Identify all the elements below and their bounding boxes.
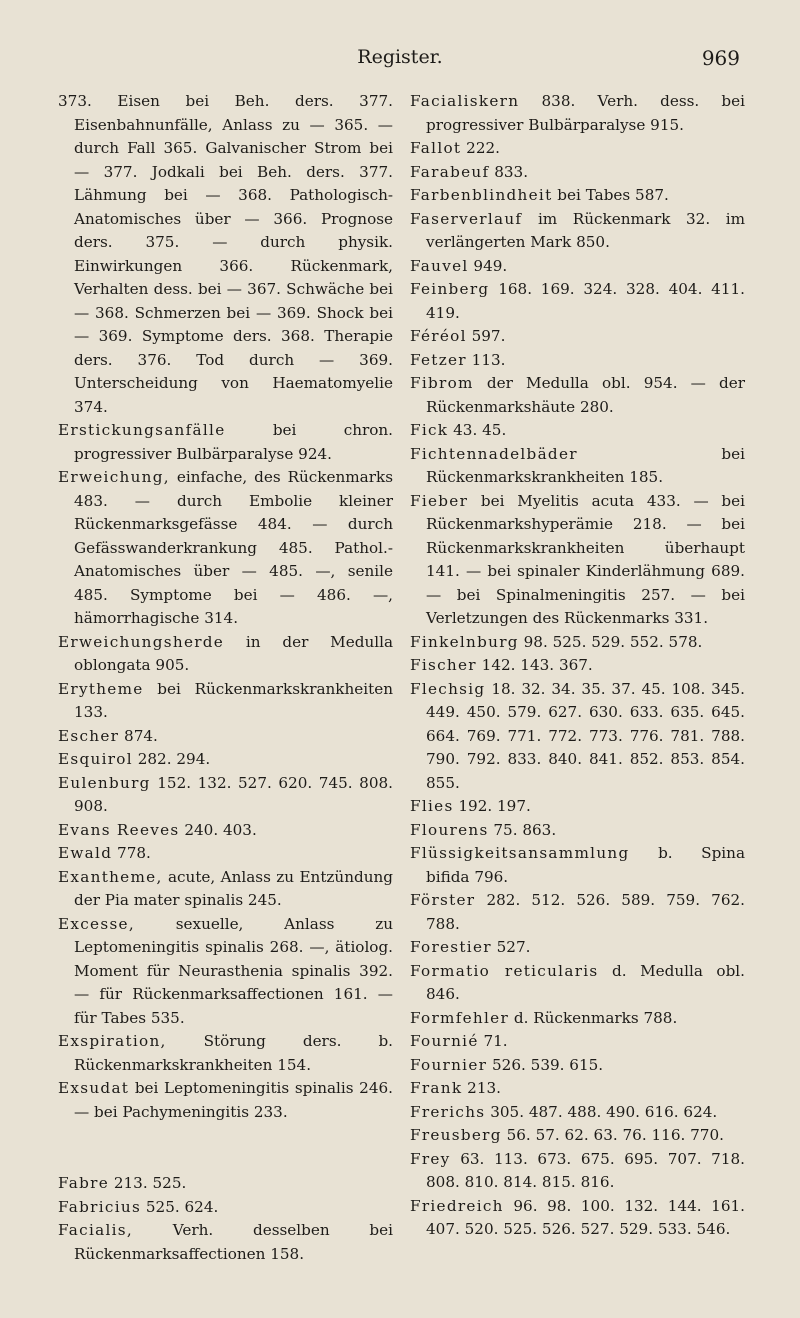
index-entry-text: 213. [462, 1079, 501, 1097]
index-entry [410, 349, 745, 373]
index-entry-text: b. Spina bifida 796. [426, 844, 745, 886]
index-entry-heading: Escher [58, 726, 120, 745]
index-entry [410, 889, 745, 936]
index-entry [58, 631, 393, 678]
index-entry-heading: Freusberg [410, 1126, 502, 1144]
index-entry-text: acute, Anlass zu Entzündung der Pia mater spinalis 245. [74, 867, 393, 909]
index-entry-text: d. Medulla obl. 846. [426, 961, 745, 1003]
index-entry-text: 168. 169. 324. 328. 404. 411. 419. [426, 280, 745, 322]
index-entry-heading: Erweichung, [58, 468, 170, 486]
page-number: 969 [701, 46, 740, 70]
index-entry-text: 75. 863. [488, 820, 557, 839]
index-entry [58, 772, 393, 819]
index-entry-heading: Eulenburg [58, 773, 151, 792]
index-entry-heading: Friedreich [410, 1196, 504, 1215]
index-entry-heading: Formfehler [410, 1008, 510, 1027]
index-entry-text: 43. 45. [448, 421, 507, 439]
index-entry-text: 113. [466, 350, 506, 369]
section-gap [58, 1124, 393, 1172]
index-entry-heading: Fieber [410, 491, 469, 510]
index-entry-text: in der Medulla oblongata 905. [74, 632, 393, 674]
index-entry [410, 795, 745, 819]
index-entry-heading: Exsudat [58, 1079, 130, 1097]
index-entry-heading: Flechsig [410, 679, 486, 698]
index-entry-heading: Flüssigkeitsansammlung [410, 844, 630, 862]
index-entry [410, 325, 745, 349]
index-entry-heading: Formatio reticularis [410, 961, 599, 980]
index-entry-text: 282. 294. [132, 750, 211, 768]
right-column [410, 90, 745, 1242]
index-entry-text: 192. 197. [453, 797, 531, 815]
index-entry-heading: Erytheme [58, 679, 144, 698]
index-entry-heading: Fournier [410, 1055, 488, 1074]
index-entry-heading: Esquirol [58, 750, 133, 768]
index-entry [58, 913, 393, 1031]
index-entry-heading: Forestier [410, 938, 492, 956]
index-entry [58, 678, 393, 725]
index-entry-heading: Frey [410, 1149, 451, 1168]
index-entry-heading: Flourens [410, 820, 489, 839]
index-entry-text: bei Leptomeningitis spinalis 246. — bei Pachymeningitis 233. [74, 1079, 393, 1121]
index-entry [58, 90, 393, 419]
index-entry [410, 161, 745, 185]
index-entry [410, 631, 745, 655]
index-entry-text: 833. [489, 162, 529, 181]
index-entry [410, 255, 745, 279]
index-entry-text: 71. [478, 1032, 508, 1050]
index-entry-text: 597. [466, 327, 506, 345]
index-entry [58, 466, 393, 631]
index-entry-text: 282. 512. 526. 589. 759. 762. 788. [426, 891, 745, 933]
index-entry-heading: Fischer [410, 656, 477, 674]
index-entry-text: d. Rückenmarks 788. [509, 1008, 678, 1027]
index-entry-text: 96. 98. 100. 132. 144. 161. 407. 520. 525. 526. 527. 529. 533. 546. [426, 1196, 745, 1238]
index-entry-heading: Flies [410, 797, 454, 815]
index-entry [410, 678, 745, 796]
index-entry [410, 1195, 745, 1242]
index-entry-heading: Frank [410, 1079, 463, 1097]
index-entry-heading: Fibrom [410, 374, 474, 392]
index-entry [410, 372, 745, 419]
index-entry-text: 838. Verh. dess. bei progressiver Bulbärparalyse 915. [426, 92, 745, 134]
index-entry [410, 443, 745, 490]
index-entry-heading: Facialiskern [410, 92, 520, 110]
index-entry-heading: Feinberg [410, 280, 490, 298]
index-entry-text: bei Myelitis acuta 433. — bei Rückenmarkshyperämie 218. — bei Rückenmarkskrankheiten überhaupt 141. — bei spinaler Kinderlähmung 689. — bei Spinalmeningitis 257. — bei Verletzungen des Rückenmarks 331. [426, 491, 745, 627]
index-entry [58, 1196, 393, 1220]
index-entry-heading: Fallot [410, 139, 462, 157]
index-entry-text: 213. 525. [109, 1174, 187, 1192]
index-entry-heading: Fournié [410, 1032, 479, 1050]
index-entry-heading: Exantheme, [58, 867, 163, 886]
index-entry-text: bei Rückenmarkskrankheiten 185. [426, 444, 745, 486]
index-entry-heading: Finkelnburg [410, 632, 519, 651]
index-entry-text: Störung ders. b. Rückenmarkskrankheiten 154. [74, 1032, 393, 1074]
index-entry [410, 208, 745, 255]
index-entry-heading: Fetzer [410, 350, 467, 369]
index-entry-text: 18. 32. 34. 35. 37. 45. 108. 345. 449. 450. 579. 627. 630. 633. 635. 645. 664. 769. 771. 772. 773. 776. 781. 788. 790. 792. 833. 840. 841. 852. 853. 854. 855. [426, 679, 745, 792]
index-entry-text: 98. 525. 529. 552. 578. [518, 632, 703, 651]
index-entry-text: im Rückenmark 32. im verlängerten Mark 850. [426, 209, 745, 251]
index-entry [410, 936, 745, 960]
index-entry [410, 842, 745, 889]
index-entry [58, 819, 393, 843]
index-entry-heading: Exspiration, [58, 1032, 167, 1050]
index-entry [410, 1148, 745, 1195]
index-entry [58, 748, 393, 772]
index-entry-text: 152. 132. 527. 620. 745. 808. 908. [74, 773, 393, 815]
index-entry-heading: Fabricius [58, 1197, 142, 1216]
index-entry-heading: Excesse, [58, 914, 135, 933]
index-entry [410, 1077, 745, 1101]
index-entry [410, 819, 745, 843]
index-entry [410, 960, 745, 1007]
index-entry-heading: Faserverlauf [410, 209, 523, 228]
index-entry-text: 305. 487. 488. 490. 616. 624. [485, 1102, 718, 1121]
index-entry [58, 1172, 393, 1196]
index-entry [58, 842, 393, 866]
index-entry-heading: Farbenblindheit [410, 186, 553, 204]
index-entry-text: 56. 57. 62. 63. 76. 116. 770. [501, 1126, 724, 1144]
index-entry-heading: Ewald [58, 844, 113, 862]
index-entry-text: sexuelle, Anlass zu Leptomeningitis spinalis 268. —, ätiolog. Moment für Neurasthenia spinalis 392. — für Rückenmarksaffectionen 161. — für Tabes 535. [74, 914, 393, 1027]
index-entry-text: 240. 403. [179, 820, 257, 839]
index-entry-text: 874. [119, 726, 158, 745]
index-entry-text: der Medulla obl. 954. — der Rückenmarkshäute 280. [426, 374, 745, 416]
index-entry-text: 373. Eisen bei Beh. ders. 377. Eisenbahnunfälle, Anlass zu — 365. — durch Fall 365. Galvanischer Strom bei — 377. Jodkali bei Beh. ders. 377. Lähmung bei — 368. Pathologisch-Anatomisches über — 366. Prognose ders. 375. — durch physik. Einwirkungen 366. Rückenmark, Verhalten dess. bei — 367. Schwäche bei — 368. Schmerzen bei — 369. Shock bei — 369. Symptome ders. 368. Therapie ders. 376. Tod durch — 369. Unterscheidung von Haematomyelie 374. [58, 92, 393, 416]
index-entry-heading: Facialis, [58, 1221, 134, 1239]
index-entry [58, 866, 393, 913]
index-entry-heading: Erweichungsherde [58, 632, 225, 651]
index-entry [410, 137, 745, 161]
index-entry-text: 525. 624. [141, 1197, 219, 1216]
index-entry-text: bei chron. progressiver Bulbärparalyse 924. [74, 421, 393, 463]
index-entry-text: 142. 143. 367. [476, 656, 593, 674]
index-entry-heading: Féréol [410, 327, 467, 345]
index-entry-heading: Frerichs [410, 1102, 486, 1121]
index-entry-heading: Fick [410, 421, 449, 439]
index-entry-text: einfache, des Rückenmarks 483. — durch Embolie kleiner Rückenmarksgefässe 484. — durch Gefässwanderkrankung 485. Pathol.-Anatomisches über — 485. —, senile 485. Symptome bei — 486. —, hämorrhagische 314. [74, 468, 393, 627]
index-entry [410, 1124, 745, 1148]
index-entry [58, 1077, 393, 1124]
index-entry-text: 222. [461, 139, 500, 157]
left-column [58, 90, 393, 1266]
index-entry [410, 1030, 745, 1054]
index-entry [410, 654, 745, 678]
index-entry-heading: Fabre [58, 1174, 110, 1192]
index-entry-heading: Farabeuf [410, 162, 490, 181]
index-entry-heading: Fichtennadelbäder [410, 444, 578, 463]
index-entry-heading: Erstickungsanfälle [58, 421, 226, 439]
index-entry-text: 63. 113. 673. 675. 695. 707. 718. 808. 810. 814. 815. 816. [426, 1149, 745, 1191]
index-entry-heading: Fauvel [410, 256, 469, 275]
index-entry-text: bei Tabes 587. [552, 186, 669, 204]
index-entry-text: bei Rückenmarkskrankheiten 133. [74, 679, 393, 721]
index-entry-text: 526. 539. 615. [487, 1055, 604, 1074]
index-entry [410, 278, 745, 325]
index-entry [410, 490, 745, 631]
index-entry [410, 1054, 745, 1078]
index-entry-heading: Förster [410, 891, 476, 909]
index-entry [410, 419, 745, 443]
index-entry [58, 1030, 393, 1077]
index-entry [410, 1007, 745, 1031]
index-entry-text: 527. [491, 938, 531, 956]
index-entry-text: Verh. desselben bei Rückenmarksaffectionen 158. [74, 1221, 393, 1263]
index-entry [58, 419, 393, 466]
index-entry [58, 725, 393, 749]
index-entry [410, 184, 745, 208]
index-entry-heading: Evans Reeves [58, 820, 180, 839]
index-entry-text: 778. [112, 844, 151, 862]
index-entry [58, 1219, 393, 1266]
index-entry [410, 90, 745, 137]
running-header-title: Register. [357, 46, 443, 68]
index-entry-text: 949. [468, 256, 508, 275]
index-entry [410, 1101, 745, 1125]
